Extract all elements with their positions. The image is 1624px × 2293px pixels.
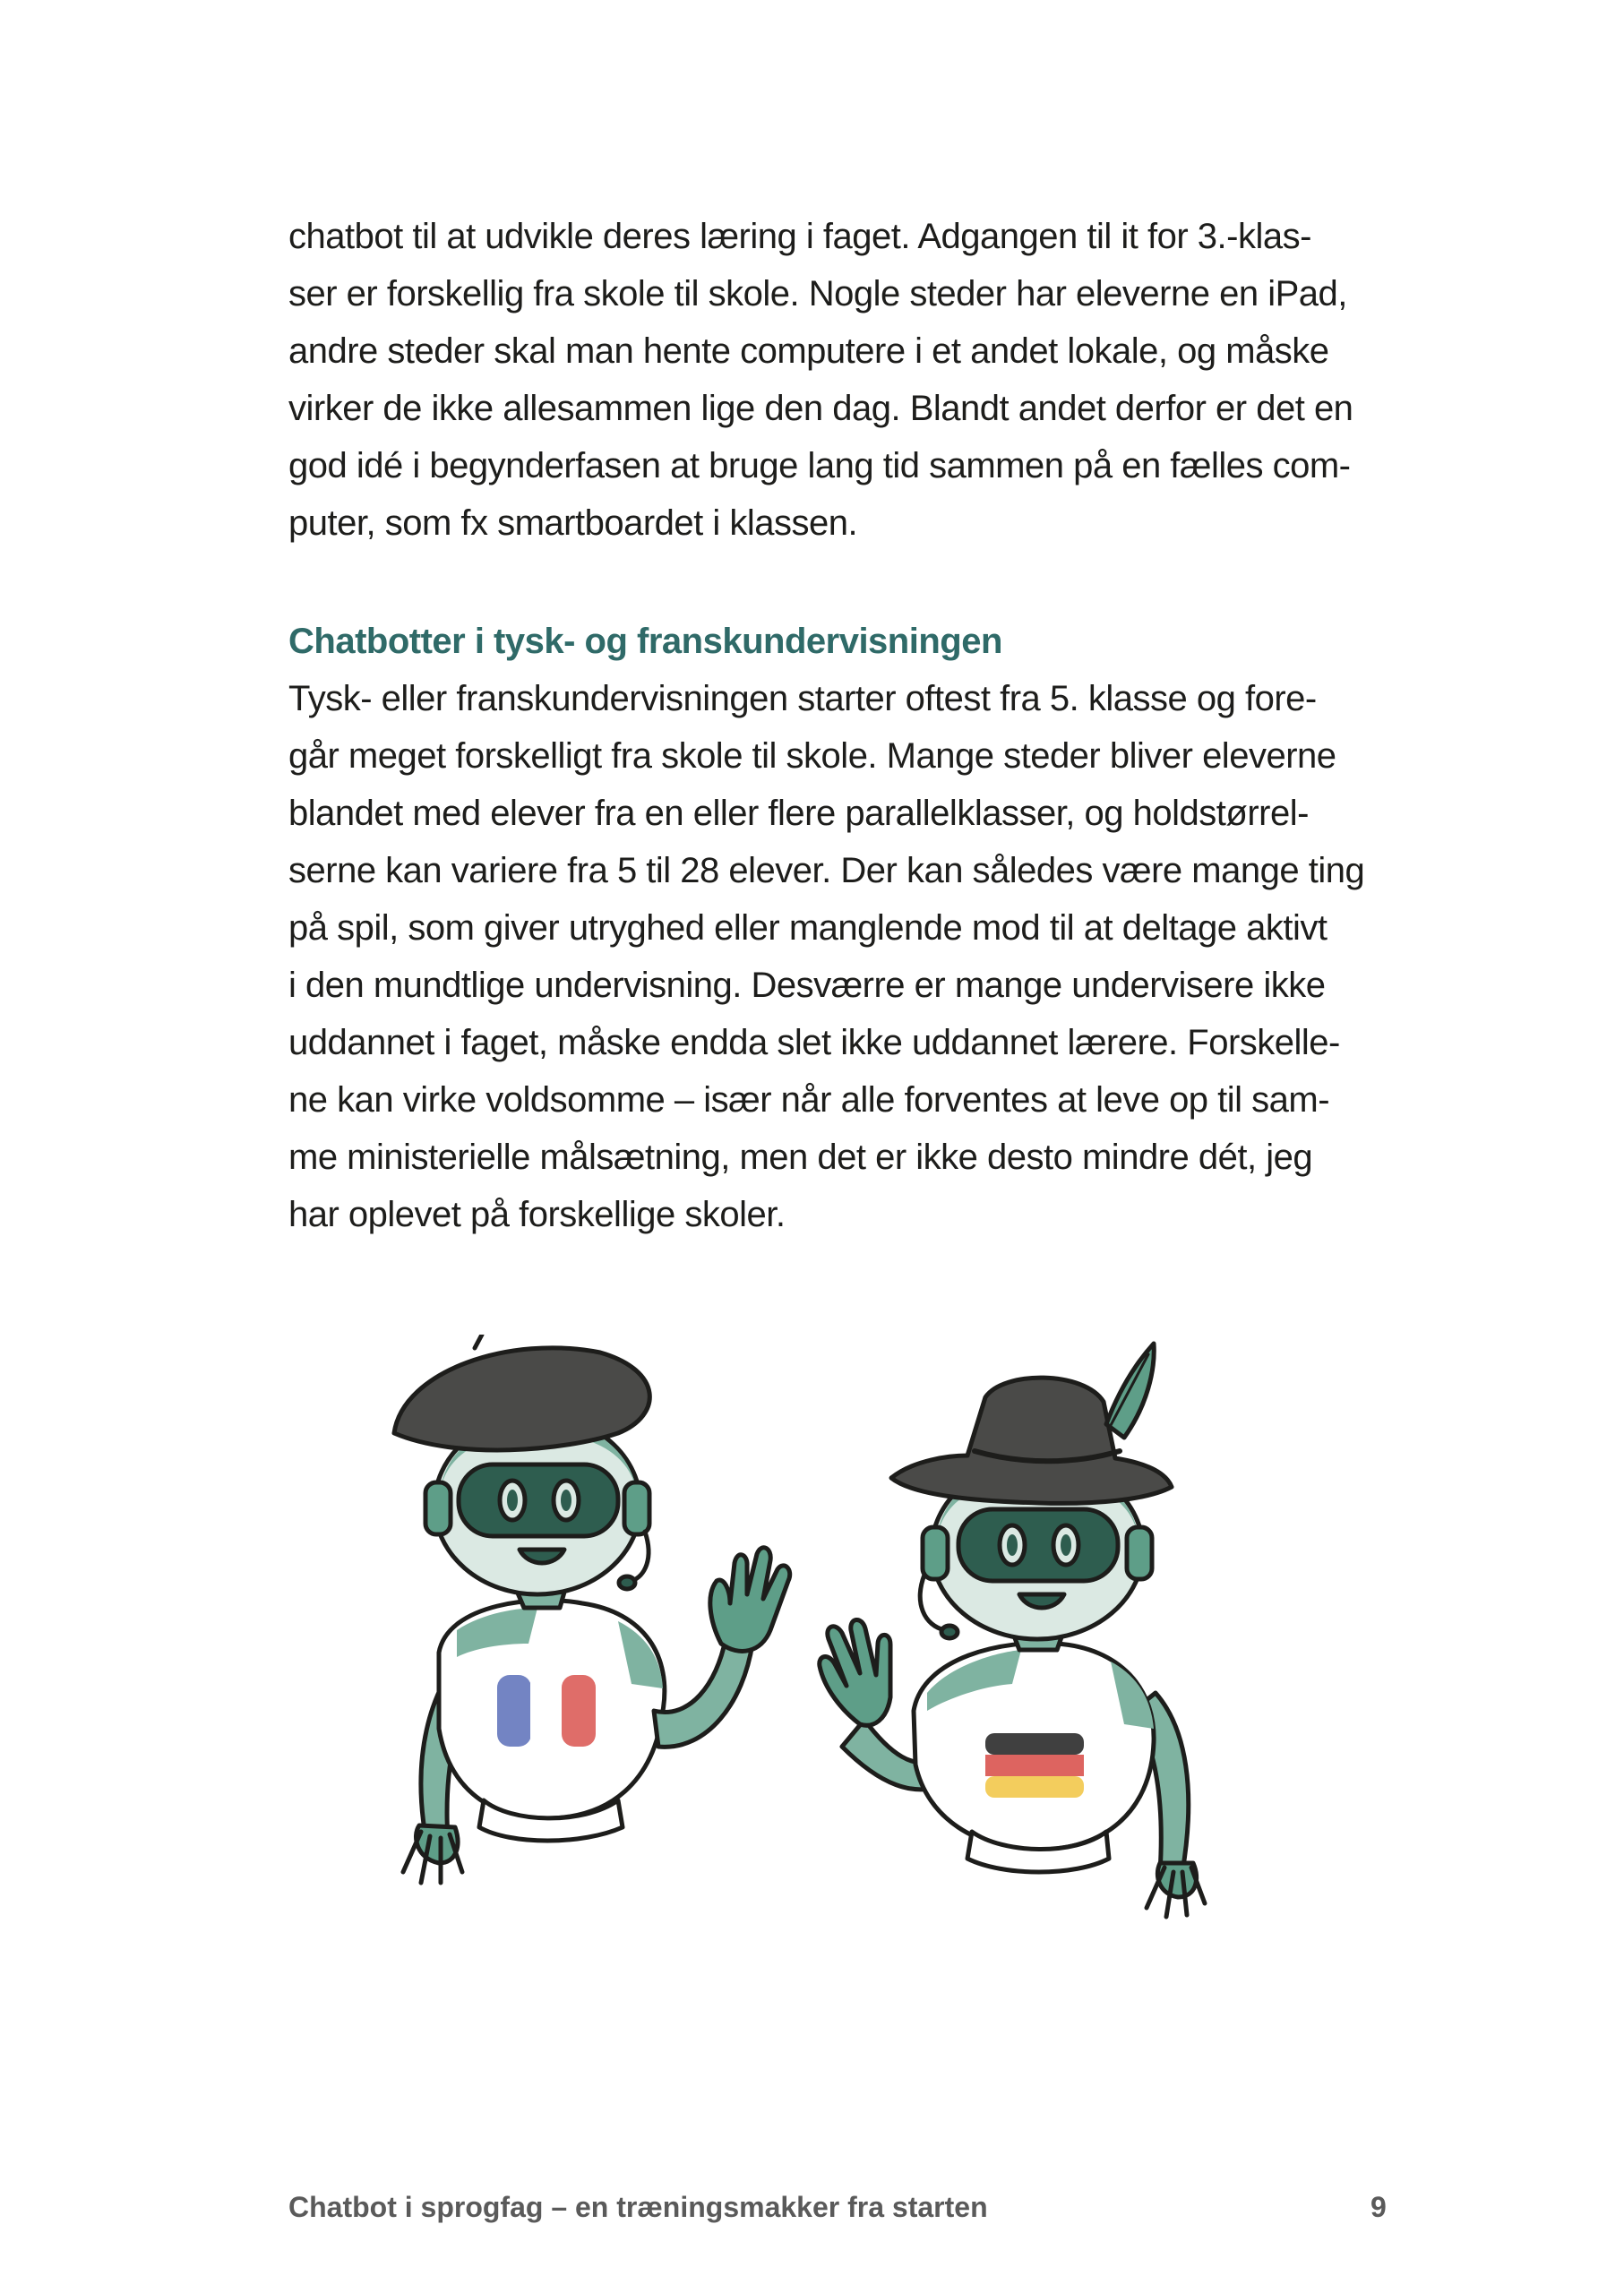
section-heading: Chatbotter i tysk- og franskundervisningen (288, 622, 1002, 661)
german-robot (820, 1344, 1205, 1917)
text-line: virker de ikke allesammen lige den dag. Blandt andet derfor er det en (288, 389, 1353, 428)
text-line: blandet med elever fra en eller flere parallelklasser, og holdstørrel- (288, 794, 1309, 833)
text-line: ne kan virke voldsomme – især når alle forventes at leve op til sam- (288, 1080, 1330, 1120)
text-line: går meget forskelligt fra skole til skole. Mange steder bliver eleverne (288, 736, 1336, 776)
french-robot (394, 1335, 665, 1883)
text-line: puter, som fx smartboardet i klassen. (288, 503, 858, 543)
text-line: serne kan variere fra 5 til 28 elever. Der kan således være mange ting (288, 851, 1365, 890)
text-line: i den mundtlige undervisning. Desværre er mange undervisere ikke (288, 966, 1326, 1005)
two-robots-french-german-illustration (376, 1335, 1236, 1980)
text-line: andre steder skal man hente computere i et andet lokale, og måske (288, 331, 1329, 371)
french-robot-waving-arm (654, 1548, 790, 1748)
text-line: me ministerielle målsætning, men det er ikke desto mindre dét, jeg (288, 1138, 1313, 1177)
german-flag-icon (985, 1733, 1084, 1798)
text-line: Tysk- eller franskundervisningen starter oftest fra 5. klasse og fore- (288, 679, 1317, 718)
text-line: på spil, som giver utryghed eller manglende mod til at deltage aktivt (288, 908, 1328, 948)
page-number: 9 (1371, 2191, 1387, 2223)
text-line: har oplevet på forskellige skoler. (288, 1195, 786, 1234)
text-line: chatbot til at udvikle deres læring i faget. Adgangen til it for 3.-klas- (288, 217, 1311, 256)
footer-title: Chatbot i sprogfag – en træningsmakker fra starten (288, 2191, 988, 2223)
text-line: god idé i begynderfasen at bruge lang tid sammen på en fælles com- (288, 446, 1351, 485)
text-line: uddannet i faget, måske endda slet ikke uddannet lærere. Forskelle- (288, 1023, 1340, 1062)
text-line: ser er forskellig fra skole til skole. Nogle steder har eleverne en iPad, (288, 274, 1347, 313)
french-flag-icon (497, 1675, 596, 1747)
